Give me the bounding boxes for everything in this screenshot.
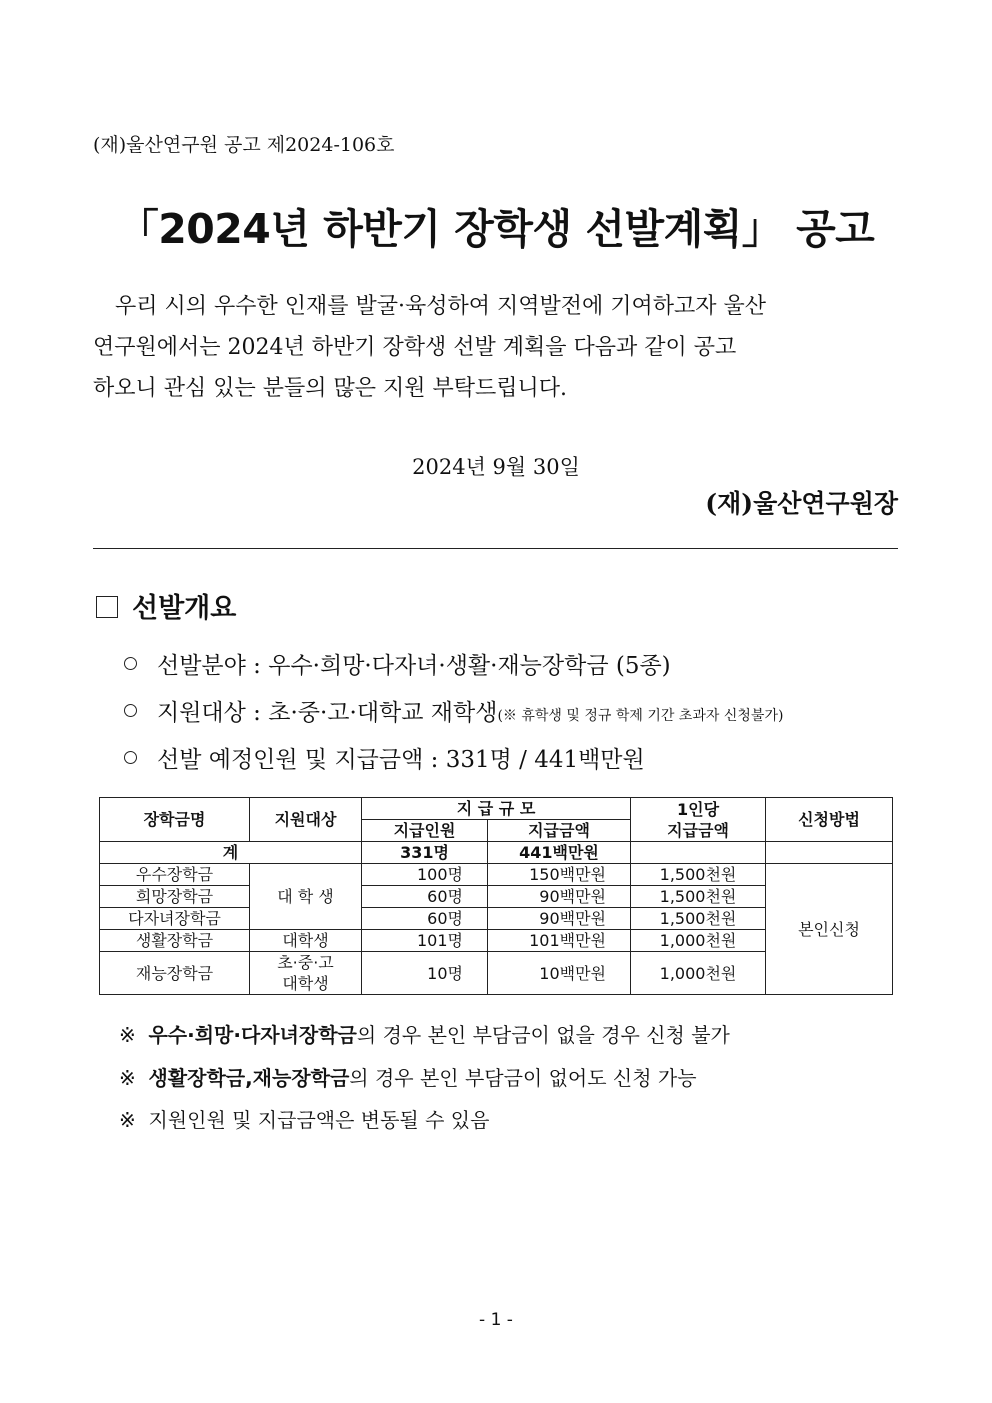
row-target-line: 대학생 bbox=[282, 974, 329, 993]
header-count: 지급인원 bbox=[362, 820, 488, 842]
row-amount: 90백만원 bbox=[488, 886, 631, 908]
bullet-text: 선발분야 : 우수·희망·다자녀·생활·재능장학금 (5종) bbox=[157, 653, 671, 679]
row-target: 대학생 bbox=[250, 930, 362, 952]
row-per: 1,000천원 bbox=[631, 930, 766, 952]
intro-line: 연구원에서는 2024년 하반기 장학생 선발 계획을 다음과 같이 공고 bbox=[93, 335, 737, 360]
row-target-line: 초·중·고 bbox=[277, 953, 334, 972]
row-count: 10명 bbox=[362, 952, 488, 995]
total-amount: 441백만원 bbox=[488, 842, 631, 864]
header-per-person-line: 지급금액 bbox=[667, 820, 729, 840]
row-per: 1,500천원 bbox=[631, 908, 766, 930]
intro-paragraph bbox=[93, 286, 898, 409]
row-name: 재능장학금 bbox=[100, 952, 250, 995]
header-target: 지원대상 bbox=[250, 798, 362, 842]
scholarship-table bbox=[99, 797, 893, 995]
table-total-row bbox=[100, 842, 893, 864]
row-amount: 101백만원 bbox=[488, 930, 631, 952]
square-bullet-icon bbox=[96, 596, 118, 618]
header-scale: 지 급 규 모 bbox=[362, 798, 631, 820]
row-per: 1,500천원 bbox=[631, 886, 766, 908]
section-title: 선발개요 bbox=[132, 593, 237, 624]
header-name: 장학금명 bbox=[100, 798, 250, 842]
footnote bbox=[119, 1019, 730, 1048]
footnote-bold: 생활장학금,재능장학금 bbox=[148, 1066, 350, 1090]
intro-line: 하오니 관심 있는 분들의 많은 지원 부탁드립니다. bbox=[93, 376, 567, 401]
footnote bbox=[119, 1104, 489, 1133]
issuer: (재)울산연구원장 bbox=[705, 489, 898, 518]
total-method bbox=[766, 842, 893, 864]
footnote-text: 의 경우 본인 부담금이 없어도 신청 가능 bbox=[349, 1066, 697, 1090]
bullet-note: (※ 휴학생 및 정규 학제 기간 초과자 신청불가) bbox=[497, 708, 784, 724]
row-amount: 150백만원 bbox=[488, 864, 631, 886]
intro-line: 우리 시의 우수한 인재를 발굴·육성하여 지역발전에 기여하고자 울산 bbox=[115, 294, 767, 319]
footnote-mark: ※ bbox=[119, 1108, 136, 1132]
notice-number: (재)울산연구원 공고 제2024-106호 bbox=[93, 134, 395, 156]
bullet-item bbox=[124, 741, 645, 774]
row-count: 101명 bbox=[362, 930, 488, 952]
footnote-mark: ※ bbox=[119, 1023, 136, 1047]
header-per-person bbox=[631, 798, 766, 842]
total-per bbox=[631, 842, 766, 864]
header-amount: 지급금액 bbox=[488, 820, 631, 842]
footnote bbox=[119, 1062, 697, 1091]
row-method: 본인신청 bbox=[766, 864, 893, 995]
row-target bbox=[250, 952, 362, 995]
row-per: 1,000천원 bbox=[631, 952, 766, 995]
row-amount: 90백만원 bbox=[488, 908, 631, 930]
row-name: 생활장학금 bbox=[100, 930, 250, 952]
header-method: 신청방법 bbox=[766, 798, 893, 842]
footnote-text: 의 경우 본인 부담금이 없을 경우 신청 불가 bbox=[356, 1023, 730, 1047]
bullet-item bbox=[124, 647, 671, 680]
bullet-text: 지원대상 : 초·중·고·대학교 재학생 bbox=[157, 700, 498, 726]
row-count: 100명 bbox=[362, 864, 488, 886]
header-per-person-line: 1인당 bbox=[676, 799, 720, 819]
row-name: 우수장학금 bbox=[100, 864, 250, 886]
footnote-mark: ※ bbox=[119, 1066, 136, 1090]
page-title: 「2024년 하반기 장학생 선발계획」 공고 bbox=[117, 205, 875, 253]
divider bbox=[93, 548, 898, 549]
circle-bullet-icon bbox=[124, 751, 137, 764]
bullet-item bbox=[124, 694, 783, 727]
table-header-row bbox=[100, 798, 893, 820]
table-row bbox=[100, 864, 893, 886]
notice-date: 2024년 9월 30일 bbox=[412, 455, 580, 479]
bullet-text: 선발 예정인원 및 지급금액 : 331명 / 441백만원 bbox=[157, 747, 645, 773]
circle-bullet-icon bbox=[124, 704, 137, 717]
total-label: 계 bbox=[100, 842, 362, 864]
total-count: 331명 bbox=[362, 842, 488, 864]
row-count: 60명 bbox=[362, 908, 488, 930]
page-number: - 1 - bbox=[479, 1310, 513, 1330]
row-name: 희망장학금 bbox=[100, 886, 250, 908]
row-per: 1,500천원 bbox=[631, 864, 766, 886]
row-name: 다자녀장학금 bbox=[100, 908, 250, 930]
section-heading bbox=[96, 586, 236, 625]
footnote-text: 지원인원 및 지급금액은 변동될 수 있음 bbox=[148, 1108, 490, 1132]
row-amount: 10백만원 bbox=[488, 952, 631, 995]
footnote-bold: 우수·희망·다자녀장학금 bbox=[148, 1023, 357, 1047]
row-target: 대 학 생 bbox=[250, 864, 362, 930]
circle-bullet-icon bbox=[124, 657, 137, 670]
row-count: 60명 bbox=[362, 886, 488, 908]
